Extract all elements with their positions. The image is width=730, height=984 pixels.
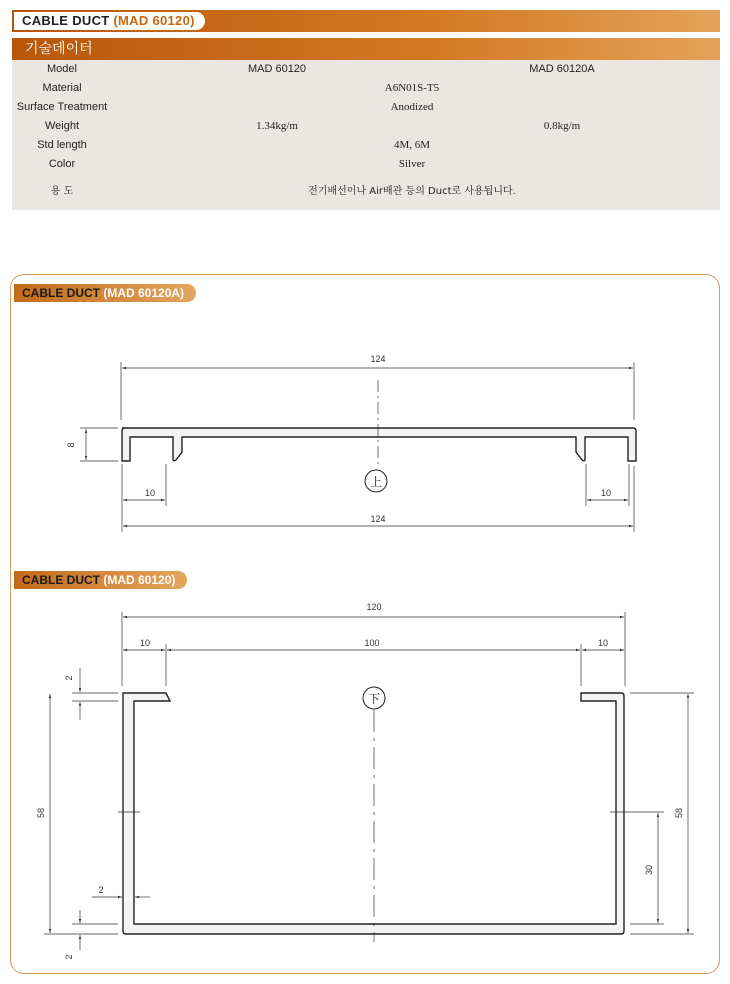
dim-a-height: 8 <box>66 442 76 448</box>
top-mark: 上 <box>369 475 383 489</box>
dim-b-bot-thk: 2 <box>64 954 74 960</box>
profile-b <box>123 693 624 934</box>
dim-b-30: 30 <box>644 864 654 876</box>
section-b-model: (MAD 60120) <box>103 573 176 587</box>
profile-a <box>122 428 636 461</box>
spec-label: Std length <box>37 139 87 151</box>
section-b-title: CABLE DUCT <box>22 573 100 587</box>
bottom-mark: 下 <box>367 692 381 706</box>
spec-label: Weight <box>44 120 80 132</box>
spec-value: MAD 60120A <box>529 63 595 75</box>
spec-label: Surface Treatment <box>16 101 108 113</box>
section-a-model: (MAD 60120A) <box>103 286 185 300</box>
spec-label: Color <box>48 158 76 170</box>
spec-value: 4M, 6M <box>393 139 431 151</box>
dim-b-height-left: 58 <box>36 807 46 819</box>
dim-b-left: 10 <box>139 638 151 648</box>
dim-a-left: 10 <box>144 488 156 498</box>
spec-label: Material <box>42 82 82 94</box>
title-main: CABLE DUCT <box>22 13 110 28</box>
dim-b-wall: 2 <box>98 885 104 895</box>
spec-value: Silver <box>398 158 426 170</box>
spec-value: 전기배선이나 Air배관 등의 Duct로 사용됩니다. <box>308 186 516 197</box>
dim-b-height-right: 58 <box>674 807 684 819</box>
spec-value: 0.8kg/m <box>543 120 581 132</box>
dim-a-top: 124 <box>370 354 386 364</box>
section-a-title: CABLE DUCT <box>22 286 100 300</box>
dim-b-mid: 100 <box>364 638 380 648</box>
spec-label: Model <box>47 63 77 75</box>
dim-b-top-thk: 2 <box>64 675 74 681</box>
title-model: (MAD 60120) <box>113 13 195 28</box>
subtitle: 기술데이터 <box>25 41 93 57</box>
spec-label: 용 도 <box>50 186 74 197</box>
dimensions-b <box>44 612 694 950</box>
spec-value: MAD 60120 <box>247 63 307 75</box>
spec-value: Anodized <box>390 101 434 113</box>
spec-value: A6N01S-T5 <box>384 82 440 94</box>
dim-a-right: 10 <box>600 488 612 498</box>
dim-b-right: 10 <box>597 638 609 648</box>
dimensions-a <box>80 362 634 532</box>
spec-value: 1.34kg/m <box>256 120 298 132</box>
dim-a-bottom: 124 <box>370 514 386 524</box>
dim-b-total: 120 <box>366 602 382 612</box>
